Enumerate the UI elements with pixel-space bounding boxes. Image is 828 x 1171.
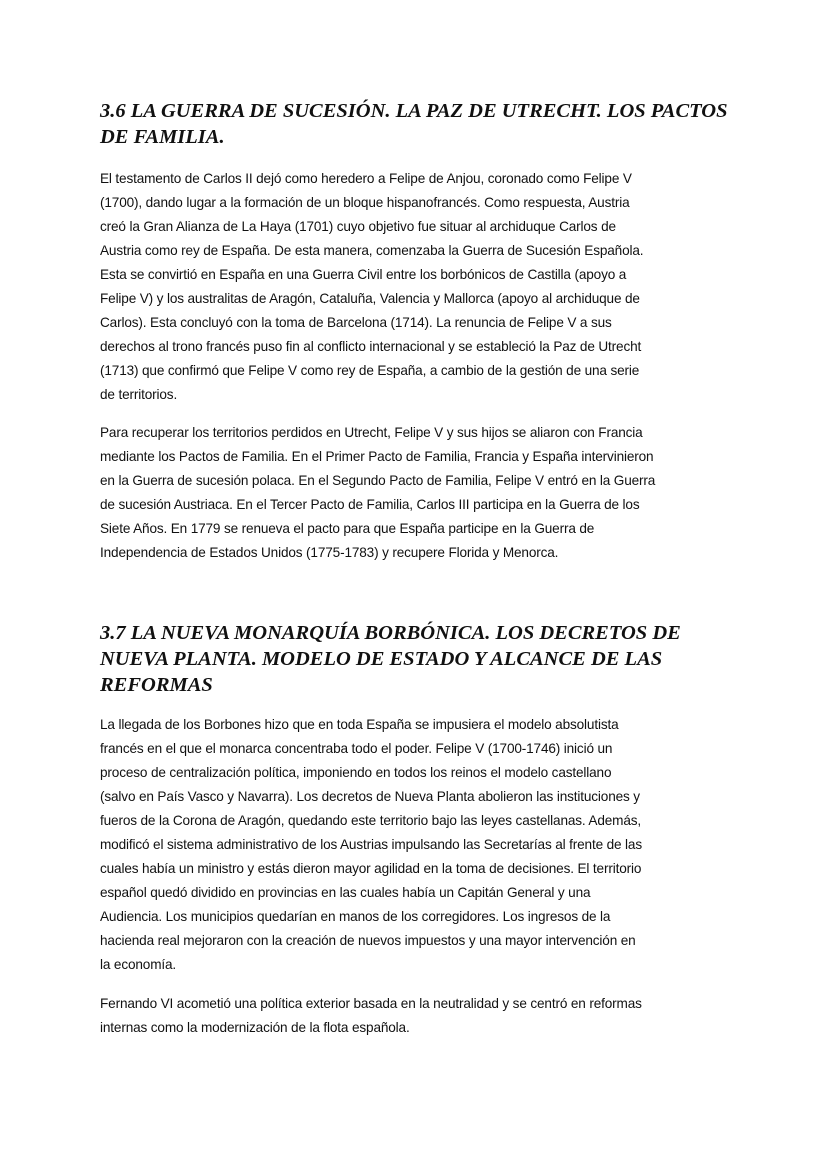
heading-line: 3.7 LA NUEVA MONARQUÍA BORBÓNICA. LOS DECRETOS DE xyxy=(100,622,681,644)
text-line: creó la Gran Alianza de La Haya (1701) cuyo objetivo fue situar al archiduque Carlos de xyxy=(100,219,616,234)
text-line: de sucesión Austriaca. En el Tercer Pacto de Familia, Carlos III participa en la Guerra de los xyxy=(100,497,640,512)
text-line: Esta se convirtió en España en una Guerra Civil entre los borbónicos de Castilla (apoyo a xyxy=(100,267,627,282)
text-line: (salvo en País Vasco y Navarra). Los decretos de Nueva Planta abolieron las instituciones y xyxy=(100,789,640,804)
text-line: Austria como rey de España. De esta manera, comenzaba la Guerra de Sucesión Española. xyxy=(100,243,644,258)
text-line: Para recuperar los territorios perdidos en Utrecht, Felipe V y sus hijos se aliaron con Francia xyxy=(100,425,643,440)
text-line: fueros de la Corona de Aragón, quedando este territorio bajo las leyes castellanas. Además, xyxy=(100,813,642,828)
text-line: (1700), dando lugar a la formación de un bloque hispanofrancés. Como respuesta, Austria xyxy=(100,195,630,210)
text-line: proceso de centralización política, imponiendo en todos los reinos el modelo castellano xyxy=(100,765,612,780)
text-line: español quedó dividido en provincias en las cuales había un Capitán General y una xyxy=(100,885,591,900)
paragraph-nueva-monarquia xyxy=(100,713,642,977)
heading-line: NUEVA PLANTA. MODELO DE ESTADO Y ALCANCE DE LAS xyxy=(100,648,663,670)
text-line: mediante los Pactos de Familia. En el Primer Pacto de Familia, Francia y España intervinieron xyxy=(100,449,654,464)
section-heading-3-6 xyxy=(100,98,727,150)
text-line: La llegada de los Borbones hizo que en toda España se impusiera el modelo absolutista xyxy=(100,717,619,732)
text-line: Felipe V) y los australitas de Aragón, Cataluña, Valencia y Mallorca (apoyo al archiduque de xyxy=(100,291,640,306)
text-line: Siete Años. En 1779 se renueva el pacto para que España participe en la Guerra de xyxy=(100,521,595,536)
text-line: Independencia de Estados Unidos (1775-1783) y recupere Florida y Menorca. xyxy=(100,545,559,560)
text-line: hacienda real mejoraron con la creación de nuevos impuestos y una mayor intervención en xyxy=(100,933,636,948)
text-line: Audiencia. Los municipios quedarían en manos de los corregidores. Los ingresos de la xyxy=(100,909,611,924)
text-line: de territorios. xyxy=(100,387,178,402)
text-line: (1713) que confirmó que Felipe V como rey de España, a cambio de la gestión de una serie xyxy=(100,363,640,378)
text-line: francés en el que el monarca concentraba todo el poder. Felipe V (1700-1746) inició un xyxy=(100,741,613,756)
text-line: derechos al trono francés puso fin al conflicto internacional y se estableció la Paz de Utrecht xyxy=(100,339,642,354)
text-line: la economía. xyxy=(100,957,177,972)
text-line: en la Guerra de sucesión polaca. En el Segundo Pacto de Familia, Felipe V entró en la Guerra xyxy=(100,473,656,488)
paragraph-pactos-familia xyxy=(100,421,655,565)
section-heading-3-7 xyxy=(100,620,681,698)
text-line: modificó el sistema administrativo de los Austrias impulsando las Secretarías al frente de las xyxy=(100,837,642,852)
text-line: El testamento de Carlos II dejó como heredero a Felipe de Anjou, coronado como Felipe V xyxy=(100,171,632,186)
text-line: cuales había un ministro y estás dieron mayor agilidad en la toma de decisiones. El territorio xyxy=(100,861,642,876)
heading-line: DE FAMILIA. xyxy=(100,126,225,148)
heading-line: 3.6 LA GUERRA DE SUCESIÓN. LA PAZ DE UTRECHT. LOS PACTOS xyxy=(100,100,728,122)
heading-line: REFORMAS xyxy=(100,674,213,696)
text-line: Carlos). Esta concluyó con la toma de Barcelona (1714). La renuncia de Felipe V a sus xyxy=(100,315,612,330)
text-line: Fernando VI acometió una política exterior basada en la neutralidad y se centró en reformas xyxy=(100,996,642,1011)
text-line: internas como la modernización de la flota española. xyxy=(100,1020,410,1035)
paragraph-fernando-vi xyxy=(100,992,642,1040)
paragraph-guerra-sucesion xyxy=(100,167,643,407)
